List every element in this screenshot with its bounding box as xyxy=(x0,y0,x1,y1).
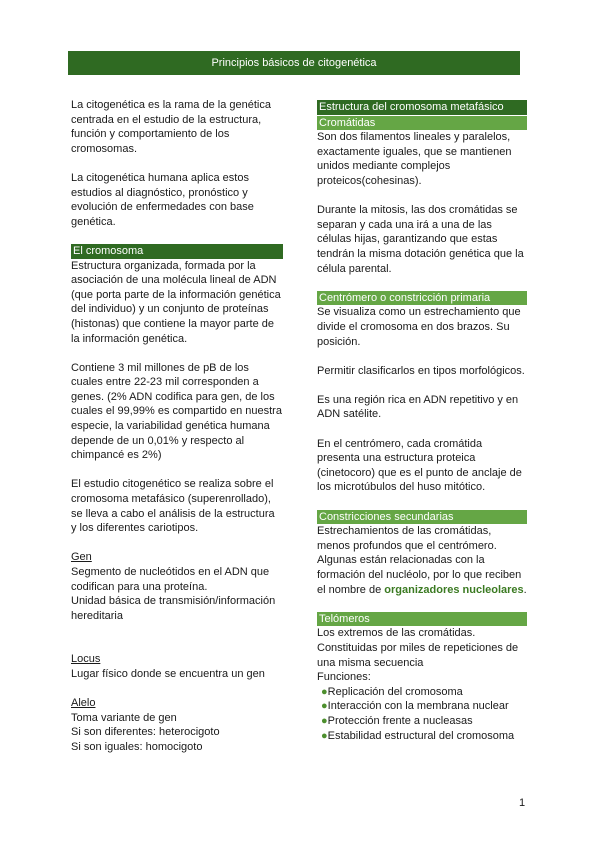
funciones-item-text: Replicación del cromosoma xyxy=(327,685,463,698)
section-header-cromatidas: Cromátidas xyxy=(317,116,527,131)
funciones-item xyxy=(317,685,527,700)
cromatidas-paragraph-1: Son dos filamentos lineales y paralelos, exactamente iguales, que se mantienen unidos mediante complejos proteicos(cohesinas). xyxy=(317,131,512,187)
funciones-item-text: Protección frente a nucleasas xyxy=(327,714,473,727)
cromosoma-paragraph-1: Estructura organizada, formada por la asociación de una molécula lineal de ADN (que porta parte de la información genética del individuo) y un conjunto de proteínas (histonas) que contiene la mayor parte de la información genética. xyxy=(71,259,281,345)
page-number: 1 xyxy=(519,797,526,809)
funciones-item-text: Interacción con la membrana nuclear xyxy=(327,700,509,713)
telomeros-line-2: Constituidas por miles de repeticiones de una misma secuencia xyxy=(317,641,519,669)
locus-definition: Lugar físico donde se encuentra un gen xyxy=(71,667,265,680)
funciones-item xyxy=(317,699,527,714)
gen-definition-1: Segmento de nucleótidos en el ADN que codifican para una proteína. xyxy=(71,566,270,593)
page-title: Principios básicos de citogenética xyxy=(68,51,520,75)
centromero-paragraph-4: En el centrómero, cada cromátida presenta una estructura proteica (cinetocoro) que es el punto de anclaje de los microtúbulos del huso mitótico. xyxy=(317,437,522,494)
right-column xyxy=(317,100,527,743)
bullet-icon: ● xyxy=(321,685,328,698)
cromatidas-paragraph-2: Durante la mitosis, las dos cromátidas se separan y cada una irá a una de las células hijas, garantizando que estas tendrán la misma dotación genética que la célula parental. xyxy=(317,204,524,275)
gen-definition-2: Unidad básica de transmisión/información hereditaria xyxy=(71,595,276,622)
centromero-paragraph-1: Se visualiza como un estrechamiento que divide el cromosoma en dos brazos. Su posición. xyxy=(317,306,521,348)
alelo-line-3: Si son iguales: homocigoto xyxy=(71,740,203,753)
section-header-alelo: Alelo xyxy=(71,697,96,710)
section-header-centromero: Centrómero o constricción primaria xyxy=(317,291,527,306)
centromero-paragraph-3: Es una región rica en ADN repetitivo y en ADN satélite. xyxy=(317,393,519,421)
section-header-estructura: Estructura del cromosoma metafásico xyxy=(317,100,527,115)
section-header-constricciones: Constricciones secundarias xyxy=(317,510,527,525)
telomeros-line-1: Los extremos de las cromátidas. xyxy=(317,627,476,640)
funciones-item-text: Estabilidad estructural del cromosoma xyxy=(327,729,515,742)
bullet-icon: ● xyxy=(321,714,328,727)
bullet-icon: ● xyxy=(321,700,328,713)
section-header-telomeros: Telómeros xyxy=(317,612,527,627)
funciones-item xyxy=(317,714,527,729)
constricciones-period: . xyxy=(523,583,527,596)
constricciones-paragraph xyxy=(317,524,527,597)
organizadores-nucleolares-term: organizadores nucleolares xyxy=(384,583,524,596)
section-header-locus: Locus xyxy=(71,653,101,666)
left-column xyxy=(71,98,283,755)
bullet-icon: ● xyxy=(321,729,328,742)
funciones-label: Funciones: xyxy=(317,671,371,684)
constricciones-text: Estrechamientos de las cromátidas, menos profundos que el centrómero. Algunas están relacionadas con la formación del nucléolo, por lo que reciben el nombre de xyxy=(317,525,522,596)
cromosoma-paragraph-2: Contiene 3 mil millones de pB de los cuales entre 22-23 mil corresponden a genes. (2% ADN codifica para gen, de los cuales el 99,99% es compartido en nuestra especie, la variabilidad genética humana depende de un 0,01% y respecto al chimpancé es 2%) xyxy=(71,361,282,462)
cromosoma-paragraph-3: El estudio citogenético se realiza sobre el cromosoma metafásico (superenrollado), se lleva a cabo el análisis de la estructura y los diferentes cariotipos. xyxy=(71,478,275,535)
intro-paragraph-2: La citogenética humana aplica estos estudios al diagnóstico, pronóstico y evolución de enfermedades con base genética. xyxy=(71,171,254,228)
centromero-paragraph-2: Permitir clasificarlos en tipos morfológicos. xyxy=(317,364,525,377)
section-header-gen: Gen xyxy=(71,551,92,564)
section-header-cromosoma: El cromosoma xyxy=(71,244,283,259)
intro-paragraph-1: La citogenética es la rama de la genética centrada en el estudio de la estructura, función y comportamiento de los cromosomas. xyxy=(71,99,271,155)
alelo-line-1: Toma variante de gen xyxy=(71,711,177,724)
funciones-item xyxy=(317,729,527,744)
alelo-line-2: Si son diferentes: heterocigoto xyxy=(71,726,220,739)
